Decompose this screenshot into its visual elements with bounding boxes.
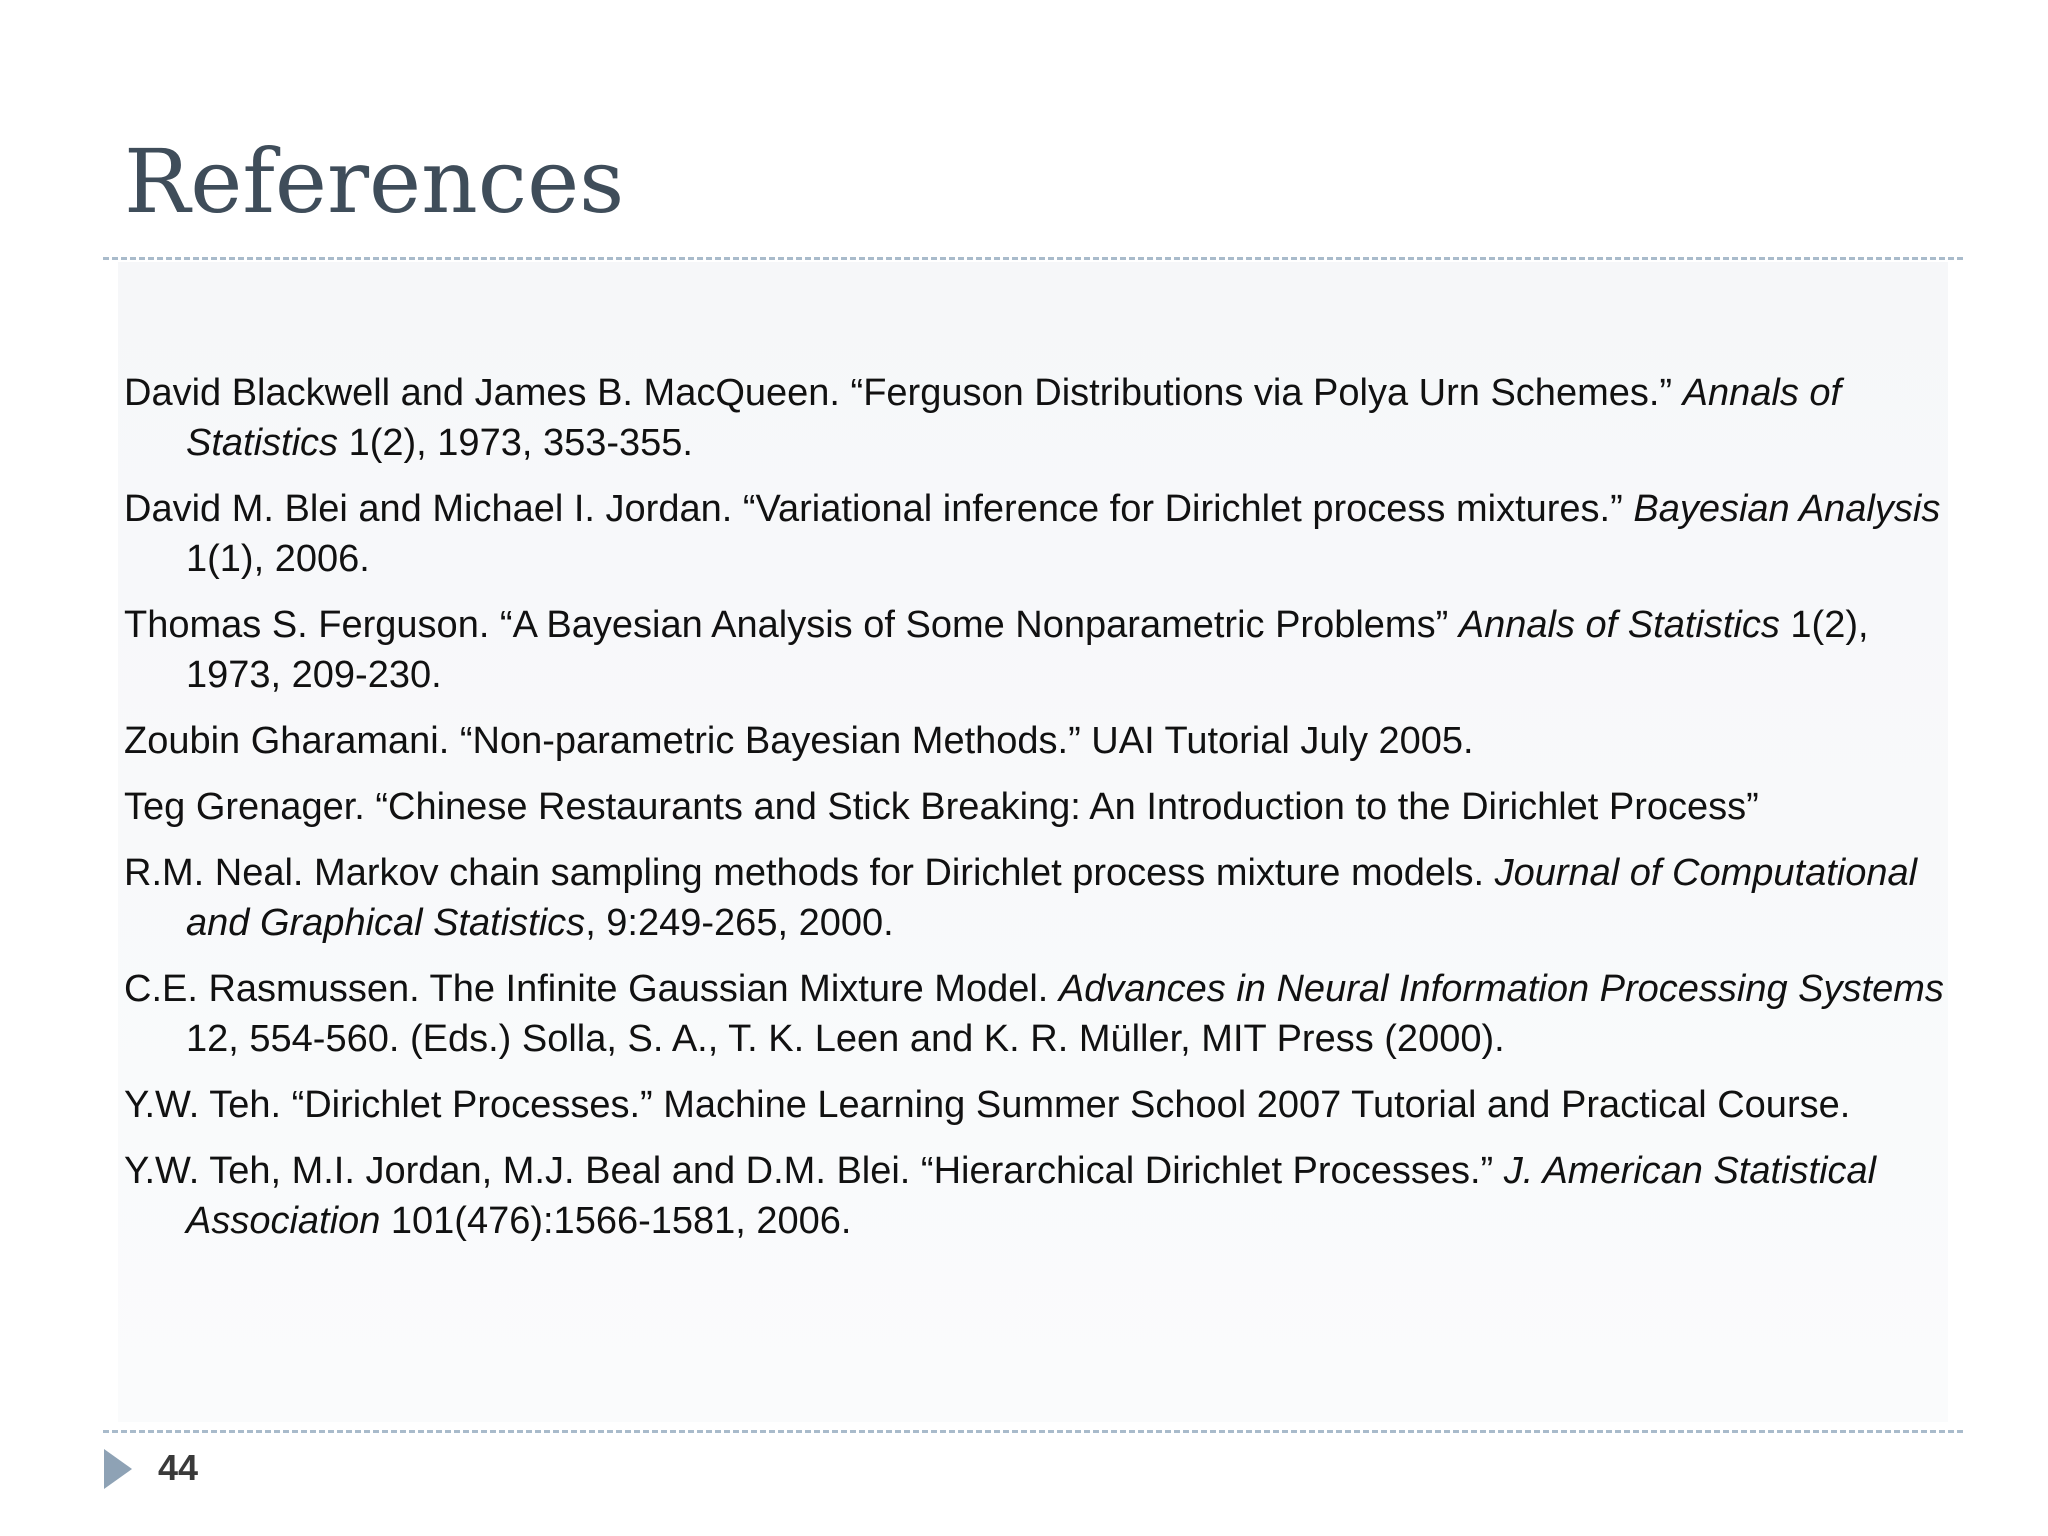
- reference-text: David M. Blei and Michael I. Jordan. “Variational inference for Dirichlet process mixtures.”: [124, 488, 1634, 530]
- reference-list: [124, 368, 1954, 1262]
- reference-details: 12, 554-560. (Eds.) Solla, S. A., T. K. Leen and K. R. Müller, MIT Press (2000).: [186, 1018, 1505, 1060]
- reference-text: Teg Grenager. “Chinese Restaurants and Stick Breaking: An Introduction to the Dirichlet Process”: [124, 786, 1759, 828]
- footer-divider: [103, 1430, 1963, 1433]
- reference-venue: Advances in Neural Information Processing Systems: [1058, 968, 1944, 1010]
- reference-venue: J. American Statistical Association: [186, 1150, 1877, 1242]
- reference-text: Thomas S. Ferguson. “A Bayesian Analysis of Some Nonparametric Problems”: [124, 604, 1459, 646]
- reference-details: , 9:249-265, 2000.: [585, 902, 894, 944]
- reference-text: David Blackwell and James B. MacQueen. “Ferguson Distributions via Polya Urn Schemes.”: [124, 372, 1683, 414]
- reference-item: [124, 484, 1954, 584]
- reference-item: [124, 1080, 1954, 1130]
- reference-venue: Bayesian Analysis: [1633, 488, 1941, 530]
- reference-venue: Annals of Statistics: [186, 372, 1842, 464]
- title-divider: [103, 257, 1963, 260]
- reference-text: Y.W. Teh. “Dirichlet Processes.” Machine Learning Summer School 2007 Tutorial and Practical Course.: [124, 1084, 1851, 1126]
- reference-item: [124, 1146, 1954, 1246]
- reference-venue: Journal of Computational and Graphical Statistics: [186, 852, 1918, 944]
- play-triangle-icon: [104, 1449, 132, 1489]
- reference-details: 101(476):1566-1581, 2006.: [380, 1200, 852, 1242]
- reference-item: [124, 600, 1954, 700]
- reference-item: [124, 782, 1954, 832]
- reference-item: [124, 964, 1954, 1064]
- reference-details: 1(1), 2006.: [186, 538, 370, 580]
- reference-text: Y.W. Teh, M.I. Jordan, M.J. Beal and D.M. Blei. “Hierarchical Dirichlet Processes.”: [124, 1150, 1504, 1192]
- reference-details: 1(2), 1973, 209-230.: [186, 604, 1869, 696]
- reference-item: [124, 848, 1954, 948]
- reference-details: 1(2), 1973, 353-355.: [338, 422, 693, 464]
- reference-item: [124, 716, 1954, 766]
- reference-text: C.E. Rasmussen. The Infinite Gaussian Mixture Model.: [124, 968, 1059, 1010]
- page-number: 44: [158, 1447, 199, 1488]
- slide-title: References: [124, 130, 625, 233]
- reference-item: [124, 368, 1954, 468]
- reference-venue: Annals of Statistics: [1458, 604, 1780, 646]
- reference-text: Zoubin Gharamani. “Non-parametric Bayesian Methods.” UAI Tutorial July 2005.: [124, 720, 1474, 762]
- reference-text: R.M. Neal. Markov chain sampling methods for Dirichlet process mixture models.: [124, 852, 1495, 894]
